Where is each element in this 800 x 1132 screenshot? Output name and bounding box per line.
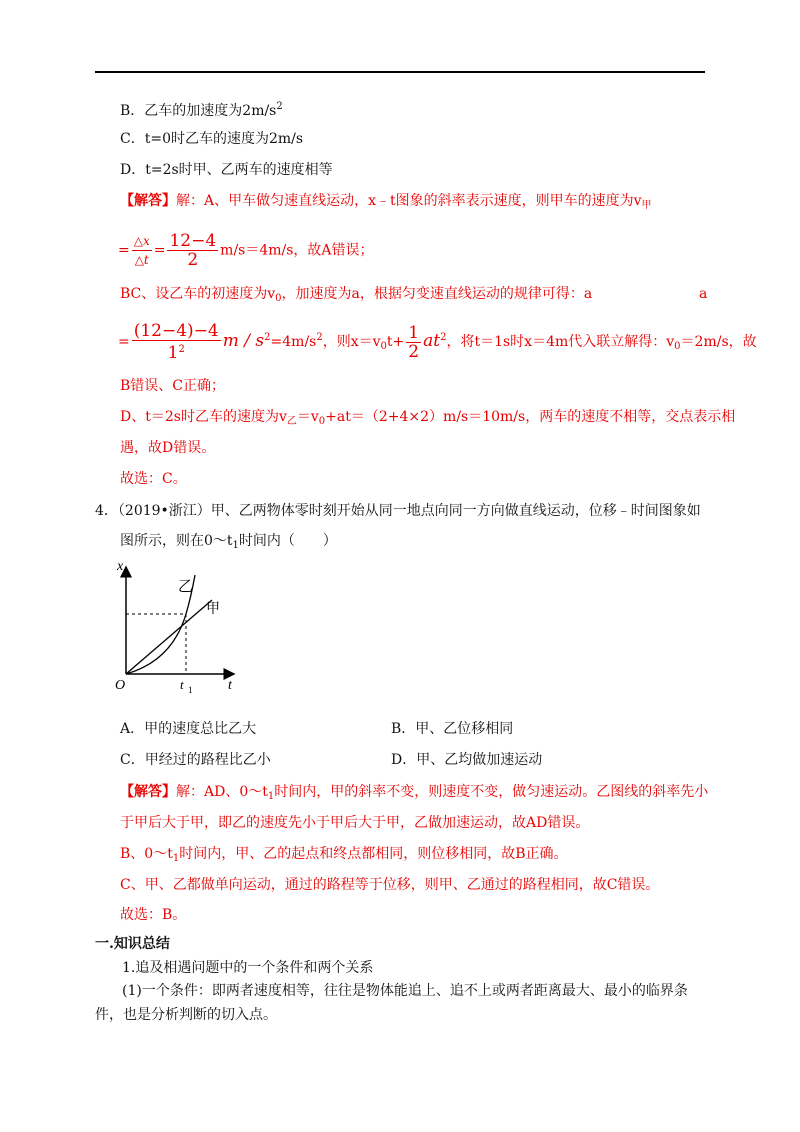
solution-prev-line3-a: a — [699, 286, 708, 302]
series-jia-label: 甲 — [206, 601, 220, 617]
series-yi-label: 乙 — [178, 577, 194, 595]
solution4-line3: B、$0\sim t_1$时间内，甲、乙的起点和终点都相同，则位移相同，故B正确。 — [120, 846, 568, 864]
summary-item3: 件，也是分析判断的切入点。 — [95, 1007, 277, 1023]
origin-label: O — [115, 678, 126, 693]
solution-prev-line6: D、t＝2s时乙车的速度为$v_乙=v_0+at=(2+4\times 2)m/s=10m/s$，两车的速度不相等，交点表示相 — [120, 409, 736, 427]
summary-item1: 1.追及相遇问题中的一个条件和两个关系 — [122, 960, 374, 976]
solution-prev-line7: 遇，故D错误。 — [120, 440, 216, 456]
solution4-line1: 【解答】解：AD、$0\sim t_1$时间内，甲的斜率不变，则速度不变，做匀速运动。乙图线的斜率先小 — [120, 784, 709, 802]
solution-prev-line5: B错误、C正确； — [120, 378, 225, 394]
question4-line2: 图所示，则在$0\sim t_1$时间内（ ） — [120, 533, 337, 551]
solution4-line4: C、甲、乙都做单向运动，通过的路程等于位移，则甲、乙通过的路程相同，故C错误。 — [120, 877, 660, 893]
summary-heading: 一.知识总结 — [95, 936, 170, 952]
solution-prev-line8: 故选：C。 — [120, 471, 187, 487]
option-d-prev: D．t=2s时甲、乙两车的速度相等 — [120, 162, 333, 178]
series-jia-line — [126, 600, 212, 674]
header-rule — [95, 71, 705, 73]
solution-prev-line3: BC、设乙车的初速度为$v_0$，加速度为a，根据匀变速直线运动的规律可得：a — [120, 286, 593, 304]
question4-option-c: C．甲经过的路程比乙小 — [120, 752, 271, 768]
t1-tick-sub: 1 — [188, 685, 193, 695]
position-time-graph — [110, 557, 250, 697]
option-b-prev: B．乙车的加速度为$2m/s^2$ — [120, 101, 283, 119]
solution-prev-eq2: = $\frac{(12-4)-4}{1^2}$ $m / s^2=4m/s^2$，则$x=v_0t+$ $\frac{1}{2}$ $at^2$，将t＝1s时x＝4m代入联立解得：$v_0=2m/s$，故 — [118, 321, 757, 363]
x-axis-label: t — [228, 678, 232, 693]
question4-option-a: A．甲的速度总比乙大 — [120, 721, 257, 737]
question4-option-b: B．甲、乙位移相同 — [391, 721, 514, 737]
t1-tick-label: t — [180, 677, 184, 692]
solution4-line2: 于甲后大于甲，即乙的速度先小于甲后大于甲，乙做加速运动，故AD错误。 — [120, 815, 590, 831]
y-axis-label: x — [117, 559, 124, 574]
solution4-line5: 故选：B。 — [120, 907, 187, 923]
solution-prev-eq1: = $\frac{\triangle x}{\triangle t}$ = $\frac{12-4}{2}$ m/s＝4m/s，故A错误； — [118, 231, 374, 270]
question4-line1: 4．（2019•浙江）甲、乙两物体零时刻开始从同一地点向同一方向做直线运动，位移﹣时间图象如 — [95, 503, 701, 519]
option-c-prev: C．t=0时乙车的速度为2m/s — [120, 131, 304, 147]
solution-prev-line1: 【解答】解：A、甲车做匀速直线运动，x﹣t图象的斜率表示速度，则甲车的速度为$v_甲$ — [120, 193, 652, 211]
summary-item2: (1)一个条件：即两者速度相等，往往是物体能追上、追不上或两者距离最大、最小的临界条 — [122, 983, 688, 999]
question4-option-d: D．甲、乙均做加速运动 — [391, 752, 543, 768]
